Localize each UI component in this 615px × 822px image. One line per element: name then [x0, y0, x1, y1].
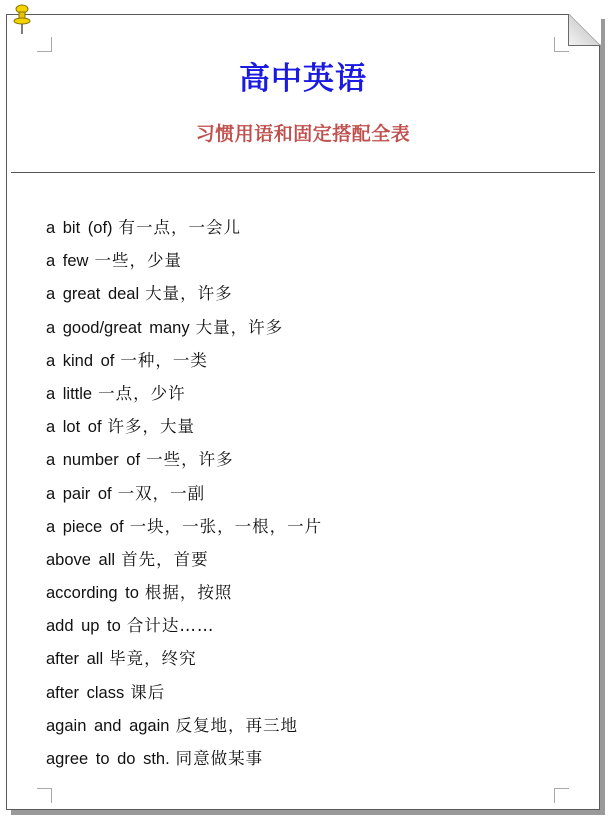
- crop-mark-bottom-left: [37, 788, 52, 803]
- list-item: [46, 443, 322, 476]
- divider: [11, 172, 595, 173]
- list-item: [46, 609, 322, 642]
- phrase-english: a little: [46, 384, 93, 403]
- phrase-chinese: 同意做某事: [175, 749, 264, 768]
- phrase-chinese: 一种，一类: [120, 350, 208, 370]
- phrase-chinese: 大量，许多: [145, 284, 233, 304]
- phrase-english: a good/great many: [46, 318, 190, 337]
- list-item: [46, 211, 322, 244]
- phrase-chinese: 一些，少量: [94, 251, 182, 271]
- phrase-chinese: 课后: [130, 682, 166, 702]
- phrase-chinese: 一点，少许: [98, 383, 186, 403]
- phrase-english: add up to: [46, 617, 121, 636]
- phrase-chinese: 一双，一副: [117, 483, 206, 503]
- phrase-english: agree to do sth.: [46, 750, 170, 768]
- list-item: [46, 311, 322, 344]
- document-page: [6, 14, 600, 810]
- phrase-chinese: 有一点，一会儿: [118, 218, 242, 237]
- phrase-english: after all: [46, 650, 104, 669]
- page-title: 高中英语: [239, 61, 367, 97]
- phrase-chinese: 毕竟，终究: [109, 649, 197, 669]
- phrase-english: a piece of: [46, 517, 124, 536]
- phrase-english: again and again: [46, 716, 170, 735]
- list-item: [46, 477, 322, 510]
- crop-mark-top-right: [554, 37, 569, 52]
- list-item: [46, 244, 322, 277]
- list-item: [46, 510, 322, 543]
- phrase-english: a bit (of): [46, 219, 113, 237]
- phrase-chinese: 一块，一张，一根，一片: [129, 516, 323, 536]
- list-item: [46, 642, 322, 675]
- phrase-chinese: 合计达……: [126, 616, 215, 636]
- list-item: [46, 410, 322, 443]
- phrase-chinese: 根据，按照: [144, 583, 233, 603]
- phrase-english: a pair of: [46, 484, 112, 503]
- page-fold-corner: [568, 14, 600, 46]
- list-item: [46, 676, 322, 709]
- phrase-english: above all: [46, 550, 116, 569]
- list-item: [46, 742, 322, 775]
- phrase-chinese: 许多，大量: [107, 417, 196, 437]
- list-item: [46, 344, 322, 377]
- crop-mark-top-left: [37, 37, 52, 52]
- phrase-english: after class: [46, 683, 125, 702]
- list-item: [46, 709, 322, 742]
- list-item: [46, 576, 322, 609]
- phrase-english: a lot of: [46, 418, 102, 437]
- phrase-chinese: 一些，许多: [146, 450, 234, 470]
- phrase-list: [46, 211, 322, 775]
- pushpin-icon: [12, 4, 32, 36]
- phrase-english: according to: [46, 584, 139, 603]
- phrase-chinese: 大量，许多: [195, 317, 284, 337]
- page-subtitle: 习惯用语和固定搭配全表: [195, 123, 411, 145]
- phrase-chinese: 首先，首要: [121, 549, 209, 569]
- crop-mark-bottom-right: [554, 788, 569, 803]
- list-item: [46, 377, 322, 410]
- list-item: [46, 277, 322, 310]
- list-item: [46, 543, 322, 576]
- phrase-english: a number of: [46, 451, 141, 470]
- phrase-english: a great deal: [46, 285, 140, 304]
- phrase-english: a kind of: [46, 351, 115, 370]
- phrase-english: a few: [46, 252, 89, 271]
- phrase-chinese: 反复地，再三地: [175, 715, 298, 735]
